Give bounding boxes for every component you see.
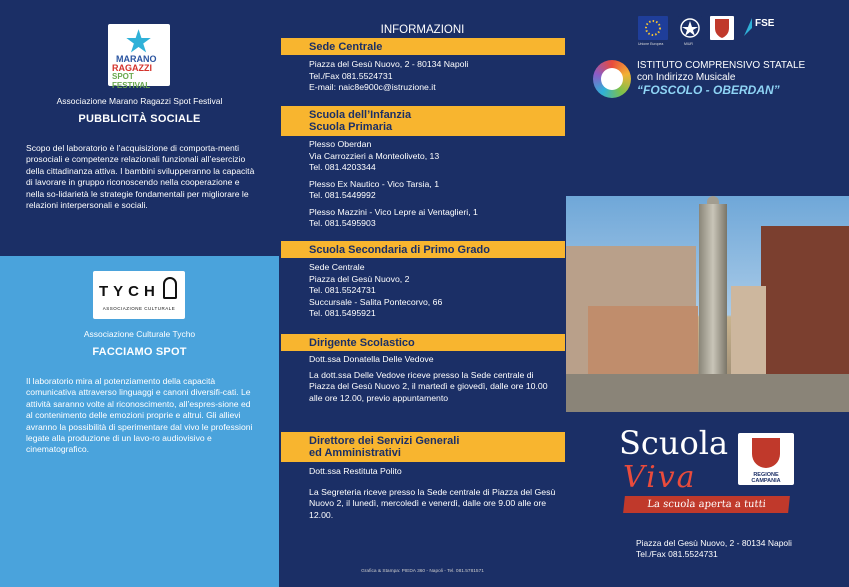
- info-line: Plesso Ex Nautico - Vico Tarsia, 1: [309, 178, 440, 189]
- school-type: ISTITUTO COMPRENSIVO STATALE: [637, 60, 806, 71]
- info-line: Tel. 081.4203344: [309, 162, 376, 172]
- tycho-logo-name: TYCH: [99, 283, 160, 300]
- left-panel: [0, 0, 279, 587]
- school-name-block: [637, 60, 842, 96]
- tycho-mark-icon: [163, 277, 177, 299]
- school-address: [636, 538, 836, 560]
- info-paragraph: La dott.ssa Delle Vedove riceve presso la Sede centrale di Piazza del Gesù Nuovo 2, il martedì e giovedì, dalle ore 10.00 alle ore 12.00, previo appuntamento: [309, 369, 548, 403]
- heading-dsga: Direttore dei Servizi Generali ed Amministrativi: [281, 432, 565, 462]
- info-line: Tel. 081.5449992: [309, 190, 376, 200]
- info-line: Tel. 081.5524731: [309, 285, 376, 295]
- info-line: Tel. 081.5495921: [309, 308, 376, 318]
- heading-infanzia-primaria: Scuola dell’Infanzia Scuola Primaria: [281, 106, 565, 136]
- regione-campania-label: REGIONE CAMPANIA: [751, 472, 781, 484]
- institutional-logos: [638, 16, 848, 46]
- sede-centrale-info: [309, 59, 559, 94]
- campania-crest-icon: [710, 16, 734, 40]
- info-line: Dott.ssa Restituta Polito: [309, 466, 402, 476]
- scuola-word: Scuola: [619, 424, 729, 462]
- facciamo-spot-text: Il laboratorio mira al potenziamento della capacità comunicativa attraverso linguaggi e canoni diversifi-cati. Le attività saranno volte al riconoscimento, all’espres-sione ed al contenimento delle emozioni proprie e altrui. Gli allievi avranno la possibilità di sperimentare dal vivo le professioni legate alla produzione di un lavo-ro audiovisivo e cinematografico.: [26, 376, 253, 455]
- print-credits: Grafica & Stampa: PIEDA 360 - Napoli - Tel. 081.5781571: [361, 569, 484, 574]
- assoc-tycho-label: Associazione Culturale Tycho: [83, 329, 196, 339]
- address-line: Piazza del Gesù Nuovo, 2 - 80134 Napoli: [636, 538, 792, 548]
- tycho-logo-sub: ASSOCIAZIONE CULTURALE: [102, 306, 176, 311]
- right-panel: [566, 0, 849, 587]
- school-name: “FOSCOLO - OBERDAN”: [637, 83, 780, 97]
- dsga-info: [309, 466, 559, 521]
- fse-logo: [742, 16, 778, 40]
- info-line: Piazza del Gesù Nuovo, 2 - 80134 Napoli: [309, 59, 469, 69]
- info-paragraph: La Segreteria riceve presso la Sede centrale di Piazza del Gesù Nuovo 2, il lunedì, mercoledì e venerdì, dalle ore 9.00 alle ore 12.00.: [309, 486, 556, 520]
- info-line: Piazza del Gesù Nuovo, 2: [309, 273, 410, 284]
- piazza-photo: [566, 196, 849, 412]
- heading-sede-centrale: Sede Centrale: [281, 38, 565, 55]
- info-line: Tel./Fax 081.5524731: [309, 70, 393, 81]
- fse-flag-icon: [742, 16, 754, 38]
- viva-word: [623, 460, 697, 495]
- email-text: E-mail: naic8e900c@istruzione.it: [309, 82, 436, 92]
- fse-label: FSE: [755, 18, 775, 29]
- info-line: Via Carrozzieri a Monteoliveto, 13: [309, 150, 440, 161]
- photo-square: [566, 374, 849, 412]
- tagline-banner: La scuola aperta a tutti: [623, 496, 790, 513]
- secondaria-info: [309, 262, 559, 320]
- informazioni-title: INFORMAZIONI: [380, 24, 465, 36]
- info-line: Plesso Mazzini - Vico Lepre ai Ventaglieri, 1: [309, 206, 478, 217]
- eu-caption: Unione Europea: [638, 42, 664, 46]
- infanzia-primaria-info: [309, 139, 559, 230]
- photo-building-mid: [731, 286, 766, 376]
- assoc-marano-label: Associazione Marano Ragazzi Spot Festival: [56, 96, 223, 106]
- tycho-logo: [93, 271, 185, 319]
- school-logo-icon: [593, 60, 631, 98]
- logo-text-line2: RAGAZZI: [112, 63, 152, 73]
- pubblicita-sociale-title: PUBBLICITÀ SOCIALE: [78, 113, 201, 125]
- facciamo-spot-title: FACCIAMO SPOT: [92, 346, 187, 358]
- middle-panel: [279, 0, 566, 587]
- heading-dirigente: Dirigente Scolastico: [281, 334, 565, 351]
- photo-obelisk: [699, 204, 727, 379]
- phone-line: Tel./Fax 081.5524731: [636, 549, 718, 559]
- eu-flag-icon: [638, 16, 668, 40]
- viva-text: Viva: [623, 460, 697, 495]
- info-line: Sede Centrale: [309, 262, 365, 272]
- republic-emblem-icon: [678, 16, 702, 40]
- info-line: Dott.ssa Donatella Delle Vedove: [309, 354, 434, 364]
- info-line: Tel. 081.5495903: [309, 218, 376, 228]
- star-icon: ★: [126, 26, 152, 57]
- photo-building-church: [588, 306, 698, 376]
- school-subtitle: con Indirizzo Musicale: [637, 72, 736, 83]
- eu-stars-icon: [638, 16, 668, 40]
- campania-shield-icon: [752, 438, 780, 468]
- logo-text-line1: MARANO: [116, 54, 157, 64]
- heading-secondaria: Scuola Secondaria di Primo Grado: [281, 241, 565, 258]
- photo-building-right: [761, 226, 849, 376]
- pubblicita-sociale-text: Scopo del laboratorio è l’acquisizione di comporta-menti prosociali e competenze relazionali funzionali all’esercizio della cittadinanza attiva. I bambini svilupperanno la capacità di lavorare in gruppo riconoscendo nella cooperazione e nella so-lidarietà le strategie fondamentali per migliorare le relazioni interpersonali e sociali.: [26, 143, 255, 211]
- marano-ragazzi-logo: [108, 24, 170, 90]
- regione-campania-logo: [738, 433, 794, 485]
- dirigente-info: [309, 354, 559, 404]
- logo-text-line3: SPOT FESTIVAL: [112, 72, 151, 90]
- info-line: Succursale - Salita Pontecorvo, 66: [309, 296, 443, 307]
- miur-caption: MIUR: [684, 42, 693, 46]
- info-line: Plesso Oberdan: [309, 139, 372, 149]
